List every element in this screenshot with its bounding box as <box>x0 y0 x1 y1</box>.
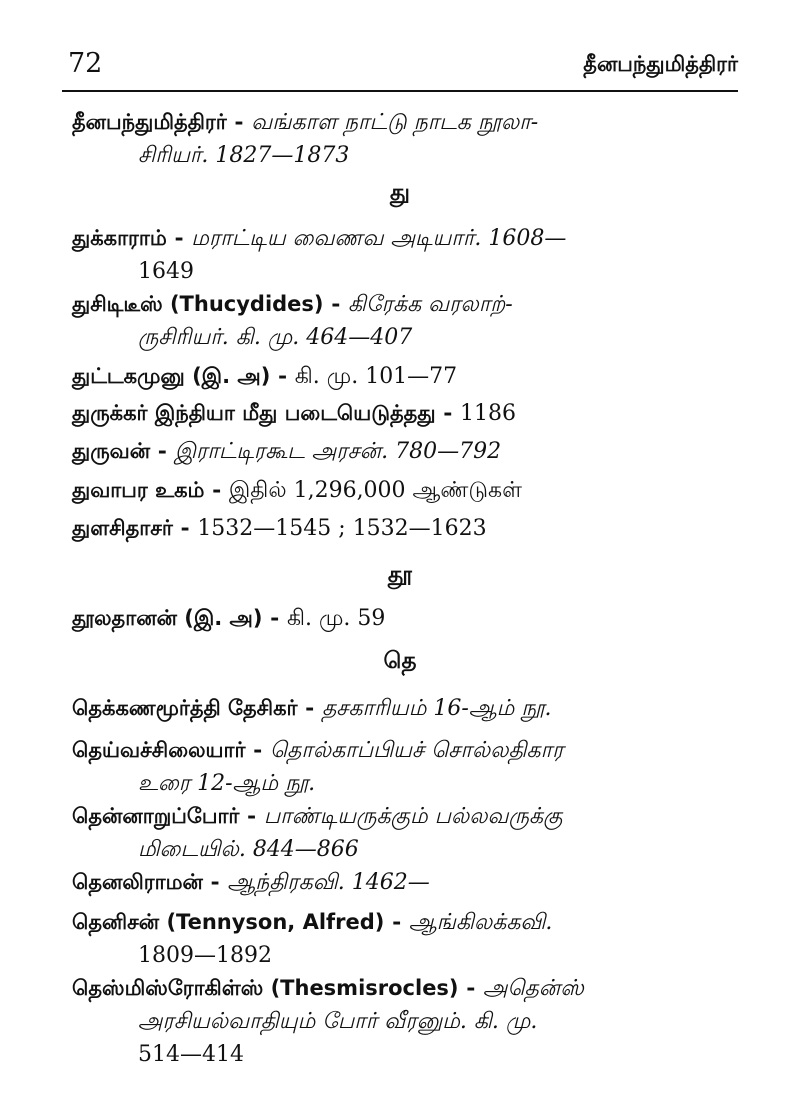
entry-description: இராட்டிரகூட அரசன். 780—792 <box>174 439 502 464</box>
glossary-entry: தென்னாறுப்போர் - பாண்டியருக்கும் பல்லவருக்கு மிடையில். 844—866 <box>72 800 734 866</box>
glossary-entry: தெனலிராமன் - ஆந்திரகவி. 1462— <box>72 869 430 895</box>
entry-term: துக்காராம் <box>72 226 167 250</box>
glossary-entry: துளசிதாசர் - 1532—1545 ; 1532—1623 <box>72 515 487 541</box>
entry-description: அதென்ஸ் <box>482 976 584 1001</box>
entry-continuation: மிடையில். 844—866 <box>138 837 359 862</box>
entry-term: தெய்வச்சிலையார் <box>72 738 246 762</box>
entry-continuation: அரசியல்வாதியும் போர் வீரனும். கி. மு. <box>138 1009 538 1034</box>
glossary-entry: துவாபர உகம் - இதில் 1,296,000 ஆண்டுகள் <box>72 477 522 503</box>
page-number: 72 <box>68 48 103 79</box>
entry-continuation: உரை 12-ஆம் நூ. <box>138 771 316 796</box>
entry-description: ஆங்கிலக்கவி. <box>408 910 553 935</box>
running-head: தீனபந்துமித்திரர் <box>583 52 738 76</box>
glossary-entry: துட்டகமுனு (இ. அ) - கி. மு. 101—77 <box>72 363 458 389</box>
entry-term: தூலதானன் (இ. அ) <box>72 606 263 630</box>
glossary-entry: துசிடிடீஸ் (Thucydides) - கிரேக்க வரலாற்- ருசிரியர். கி. மு. 464—407 <box>72 288 734 354</box>
glossary-entry: துக்காராம் - மராட்டிய வைணவ அடியார். 1608— 1649 <box>72 222 734 288</box>
entry-description: ஆந்திரகவி. 1462— <box>227 870 430 895</box>
entry-term: துவாபர உகம் <box>72 478 205 502</box>
entry-continuation: ருசிரியர். கி. மு. 464—407 <box>138 325 413 350</box>
glossary-entry: தெய்வச்சிலையார் - தொல்காப்பியச் சொல்லதிகார உரை 12-ஆம் நூ. <box>72 734 734 800</box>
entry-continuation: சிரியர். 1827—1873 <box>138 143 350 168</box>
entry-description: பாண்டியருக்கும் பல்லவருக்கு <box>263 804 563 829</box>
entry-term: துருவன் <box>72 439 151 463</box>
page-header <box>62 44 738 92</box>
entry-description: மராட்டிய வைணவ அடியார். 1608— <box>191 226 567 251</box>
glossary-entry: தீனபந்துமித்திரர் - வங்காள நாட்டு நாடக நூலா- சிரியர். 1827—1873 <box>72 106 734 172</box>
glossary-entry: தெனிசன் (Tennyson, Alfred) - ஆங்கிலக்கவி. 1809—1892 <box>72 906 734 972</box>
glossary-entry: தெஸ்மிஸ்ரோகிள்ஸ் (Thesmisrocles) - அதென்ஸ் அரசியல்வாதியும் போர் வீரனும். கி. மு. 514—414 <box>72 972 734 1071</box>
entry-continuation: 1649 <box>138 259 194 284</box>
entry-description: வங்காள நாட்டு நாடக நூலா- <box>251 110 539 135</box>
entry-term: தெஸ்மிஸ்ரோகிள்ஸ் (Thesmisrocles) <box>72 976 459 1000</box>
glossary-entry: துருவன் - இராட்டிரகூட அரசன். 780—792 <box>72 438 502 464</box>
glossary-entry: தூலதானன் (இ. அ) - கி. மு. 59 <box>72 605 386 631</box>
entry-continuation: 514—414 <box>138 1042 244 1067</box>
entry-description: கி. மு. 59 <box>286 606 386 631</box>
entry-description: கிரேக்க வரலாற்- <box>347 292 513 317</box>
entry-continuation: 1809—1892 <box>138 943 272 968</box>
entry-term: துசிடிடீஸ் (Thucydides) <box>72 292 324 316</box>
entry-term: தீனபந்துமித்திரர் <box>72 110 227 134</box>
entry-description: இதில் 1,296,000 ஆண்டுகள் <box>228 478 522 503</box>
section-heading: தெ <box>383 648 417 674</box>
entry-term: தெனலிராமன் <box>72 870 203 894</box>
section-heading: து <box>390 180 410 206</box>
entry-description: 1532—1545 ; 1532—1623 <box>197 516 487 541</box>
section-heading: தூ <box>387 562 413 588</box>
entry-term: துளசிதாசர் <box>72 516 173 540</box>
entry-term: தெக்கணமூர்த்தி தேசிகர் <box>72 696 298 720</box>
entry-description: தொல்காப்பியச் சொல்லதிகார <box>269 738 564 763</box>
entry-term: தெனிசன் (Tennyson, Alfred) <box>72 910 385 934</box>
glossary-entry: துருக்கர் இந்தியா மீது படையெடுத்தது - 1186 <box>72 400 517 426</box>
entry-description: தசகாரியம் 16-ஆம் நூ. <box>321 696 552 721</box>
glossary-entry: தெக்கணமூர்த்தி தேசிகர் - தசகாரியம் 16-ஆம் நூ. <box>72 695 552 721</box>
entry-term: துட்டகமுனு (இ. அ) <box>72 364 271 388</box>
entry-term: தென்னாறுப்போர் <box>72 804 240 828</box>
entry-description: 1186 <box>460 401 517 426</box>
entry-term: துருக்கர் இந்தியா மீது படையெடுத்தது <box>72 401 436 425</box>
entry-description: கி. மு. 101—77 <box>294 364 458 389</box>
